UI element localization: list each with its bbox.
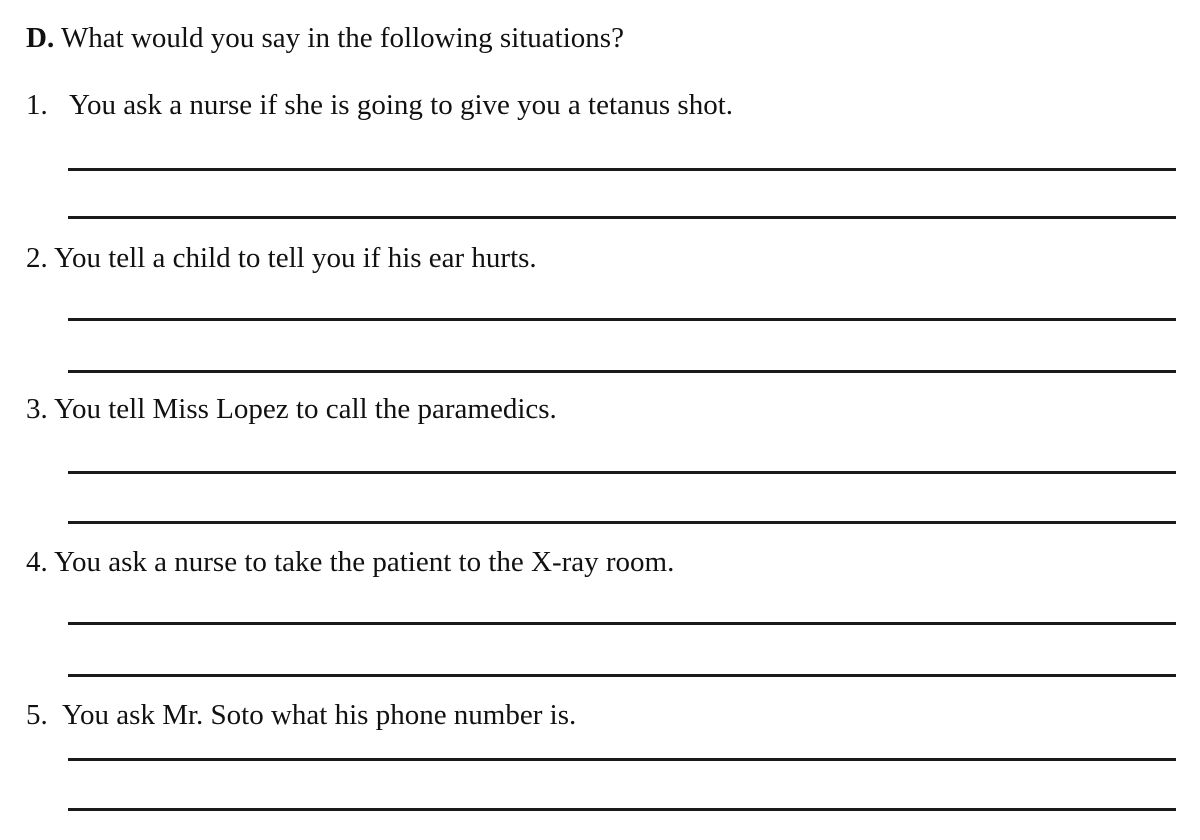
question-text: You tell a child to tell you if his ear hurts.: [53, 242, 537, 274]
question-text: You ask Mr. Soto what his phone number is.: [62, 699, 577, 731]
question-number: 2.: [26, 242, 48, 274]
question-2: [26, 240, 537, 276]
question-text: You ask a nurse to take the patient to the X-ray room.: [53, 546, 675, 578]
section-letter: D.: [26, 22, 55, 54]
answer-line-3b[interactable]: [68, 521, 1176, 524]
question-text: You ask a nurse if she is going to give you a tetanus shot.: [69, 89, 733, 121]
question-number: 4.: [26, 546, 48, 578]
question-1: [26, 87, 733, 123]
question-number: 5.: [26, 699, 48, 731]
question-3: [26, 391, 557, 427]
question-text: You tell Miss Lopez to call the paramedics.: [53, 393, 557, 425]
answer-line-2b[interactable]: [68, 370, 1176, 373]
answer-line-5a[interactable]: [68, 758, 1176, 761]
answer-line-4b[interactable]: [68, 674, 1176, 677]
answer-line-1a[interactable]: [68, 168, 1176, 171]
question-number: 3.: [26, 393, 48, 425]
answer-line-5b[interactable]: [68, 808, 1176, 811]
answer-line-4a[interactable]: [68, 622, 1176, 625]
answer-line-1b[interactable]: [68, 216, 1176, 219]
answer-line-3a[interactable]: [68, 471, 1176, 474]
question-number: 1.: [26, 89, 48, 121]
answer-line-2a[interactable]: [68, 318, 1176, 321]
section-heading: [26, 20, 624, 56]
question-4: [26, 544, 674, 580]
section-instructions: What would you say in the following situations?: [60, 22, 624, 54]
question-5: [26, 697, 576, 733]
